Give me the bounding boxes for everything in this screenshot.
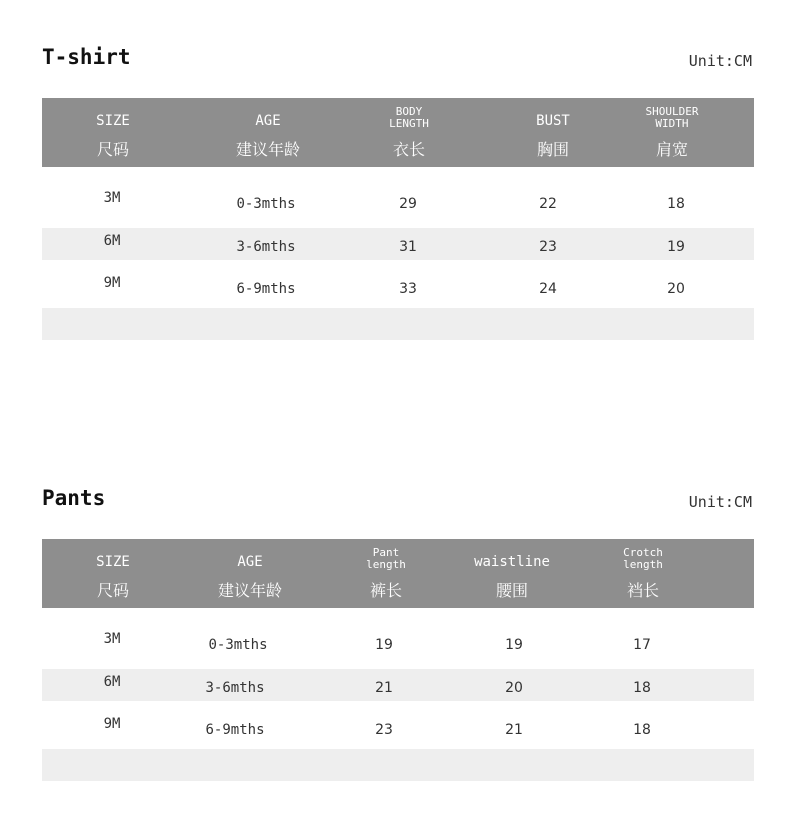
pants-unit-label: Unit:CM — [688, 493, 752, 511]
pants-title: Pants — [42, 486, 106, 510]
tshirt-header-bust-zh: 胸围 — [536, 140, 570, 159]
cell-waistline: 20 — [505, 680, 523, 696]
pants-table-header — [42, 539, 754, 608]
tshirt-header-size-en: SIZE — [96, 113, 130, 129]
cell-pant-length: 21 — [375, 680, 393, 696]
pants-header-size-zh: 尺码 — [96, 581, 130, 600]
tshirt-header-shoulder-width-en: SHOULDER WIDTH — [645, 105, 699, 130]
cell-size: 6M — [103, 233, 121, 249]
pants-header-waistline-zh: 腰围 — [495, 581, 529, 600]
table-row — [42, 185, 754, 217]
cell-crotch-length: 18 — [633, 680, 651, 696]
cell-size: 9M — [103, 716, 121, 732]
cell-age: 6-9mths — [236, 281, 296, 297]
cell-body-length: 31 — [399, 239, 417, 255]
tshirt-header-size-zh: 尺码 — [96, 140, 130, 159]
cell-bust: 22 — [539, 196, 557, 212]
cell-waistline: 21 — [505, 722, 523, 738]
cell-size: 6M — [103, 674, 121, 690]
table-row — [42, 270, 754, 302]
cell-shoulder-width: 20 — [667, 281, 685, 297]
cell-size: 3M — [103, 631, 121, 647]
tshirt-title: T-shirt — [42, 45, 131, 69]
table-row — [42, 626, 754, 658]
tshirt-header-age-en: AGE — [255, 113, 281, 129]
pants-header-pant-length-zh: 裤长 — [369, 581, 403, 600]
pants-header-pant-length-en: Pant length — [366, 546, 406, 571]
pants-header-crotch-length-zh: 裆长 — [626, 581, 660, 600]
cell-pant-length: 23 — [375, 722, 393, 738]
cell-crotch-length: 17 — [633, 637, 651, 653]
cell-pant-length: 19 — [375, 637, 393, 653]
cell-bust: 23 — [539, 239, 557, 255]
table-row — [42, 711, 754, 743]
cell-age: 0-3mths — [236, 196, 296, 212]
pants-header-size-en: SIZE — [96, 554, 130, 570]
cell-age: 3-6mths — [205, 680, 265, 696]
table-footer-band — [42, 308, 754, 340]
cell-size: 3M — [103, 190, 121, 206]
tshirt-header-body-length-en: BODY LENGTH — [389, 105, 429, 130]
cell-shoulder-width: 18 — [667, 196, 685, 212]
pants-header-age-zh: 建议年龄 — [217, 581, 283, 600]
tshirt-header-shoulder-width-zh: 肩宽 — [655, 140, 689, 159]
cell-age: 3-6mths — [236, 239, 296, 255]
table-row — [42, 669, 754, 701]
cell-body-length: 33 — [399, 281, 417, 297]
cell-bust: 24 — [539, 281, 557, 297]
tshirt-table-header — [42, 98, 754, 167]
tshirt-unit-label: Unit:CM — [688, 52, 752, 70]
pants-header-waistline-en: waistline — [474, 554, 550, 570]
table-row — [42, 228, 754, 260]
cell-waistline: 19 — [505, 637, 523, 653]
tshirt-header-body-length-zh: 衣长 — [392, 140, 426, 159]
tshirt-header-bust-en: BUST — [536, 113, 570, 129]
tshirt-size-table — [42, 98, 754, 297]
pants-size-table — [42, 539, 754, 738]
cell-age: 6-9mths — [205, 722, 265, 738]
pants-header-age-en: AGE — [237, 554, 263, 570]
pants-header-crotch-length-en: Crotch length — [623, 546, 663, 571]
cell-body-length: 29 — [399, 196, 417, 212]
cell-age: 0-3mths — [208, 637, 268, 653]
cell-size: 9M — [103, 275, 121, 291]
cell-shoulder-width: 19 — [667, 239, 685, 255]
cell-crotch-length: 18 — [633, 722, 651, 738]
tshirt-header-age-zh: 建议年龄 — [235, 140, 301, 159]
table-footer-band — [42, 749, 754, 781]
